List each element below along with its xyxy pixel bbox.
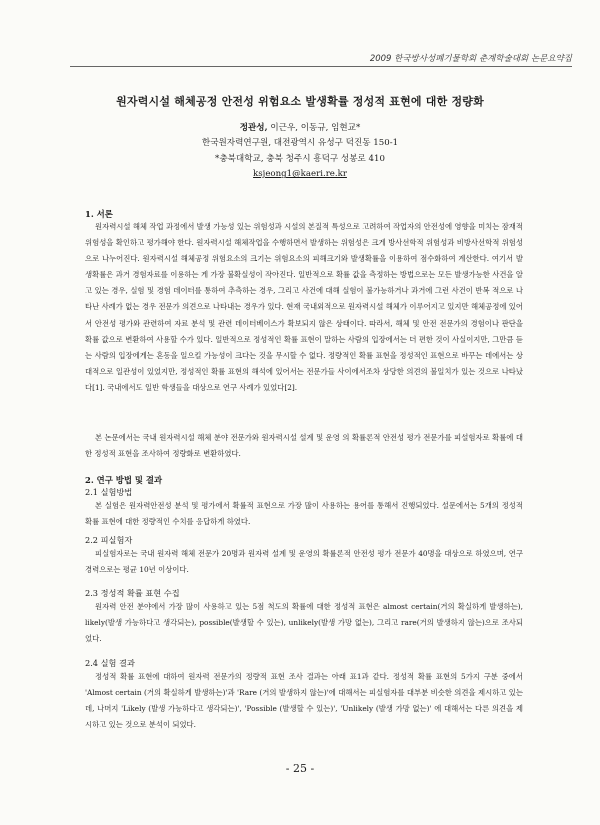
author-line xyxy=(60,121,540,136)
paragraph-2-3: 원자력 안전 분야에서 가장 많이 사용하고 있는 5점 척도의 확률에 대한 정성적 표현은 almost certain(거의 확실하게 발생하는), likely(발생 가능하다고 생각되는), possible(발생할 수 있는), unlikely(발생 가망 없는), 그리고 rare(거의 발생하지 않는)으로 조사되었다. xyxy=(85,602,523,644)
subsection-heading-2-1: 2.1 실험방법 xyxy=(85,487,133,497)
co-authors: 이근우, 이동규, 임현교* xyxy=(267,123,361,133)
intro-paragraph-2: 본 논문에서는 국내 원자력시설 해체 분야 전문가와 원자력시설 설계 및 운영 의 확률론적 안전성 평가 전문가를 피설험자로 확률에 대한 정성적 표현을 조사하여 정량화로 변환하였다. xyxy=(85,433,523,459)
intro-paragraph-1: 원자력시설 해체 작업 과정에서 발생 가능성 있는 위험성과 시설의 본질적 특성으로 고려하여 작업자의 안전성에 영향을 미치는 잠재적 위험성을 확인하고 평가해야 한다. 원자력시설 해체작업을 수행하면서 발생하는 위험성은 크게 방사선학적 위험성과 비방사선학적 위험성으로 나누어진다. 원자력시설 해체공정 위험요소의 크기는 위험요소의 피해크기와 발생확률을 이용하여 점수화하여 계산한다. 여기서 발생확률은 과거 경험자료를 이용하는 게 가장 불확실성이 작아진다. 일반적으로 확률 값을 측정하는 방법으로는 모든 발생가능한 사건을 알고 있는 경우, 실험 및 경험 데이터를 통하여 추측하는 경우, 그리고 사건에 대해 실험이 불가능하거나 과거에 그런 사건이 반복 적으로 나타난 사례가 없는 경우 전문가 의견으로 나타내는 경우가 있다. 현재 국내외적으로 원자력시설 해체가 이루어지고 있지만 해체공정에 있어서 안전성 평가와 관련하여 자료 분석 및 관련 데이터베이스가 확보되지 않은 상태이다. 따라서, 해체 및 안전 전문가의 경험이나 판단을 확률 값으로 변환하여 사용할 수가 있다. 일반적으로 정성적인 확률 표현이 말하는 사람의 입장에서는 더 편한 것이 사실이지만, 그만큼 듣는 사람의 입장에게는 혼동을 일으킬 가능성이 크다는 것을 무시할 수 없다. 정량적인 확률 표현을 정성적인 표현으로 바꾸는 데에서는 상대적으로 일관성이 있었지만, 정성적인 확률 표현의 해석에 있어서는 전문가들 사이에서조차 상당한 의견의 불일치가 있는 것으로 나타났다[1]. 국내에서도 일반 학생들을 대상으로 연구 사례가 있었다[2]. xyxy=(85,222,523,392)
paragraph-2-2: 피실험자로는 국내 원자력 해체 전문가 20명과 원자력 설계 및 운영의 확률론적 안전성 평가 전문가 40명을 대상으로 하였으며, 연구 경력으로는 평균 10년 이상이다. xyxy=(85,549,523,575)
subsection-heading-2-4: 2.4 실험 결과 xyxy=(85,658,135,668)
paper-title: 원자력시설 해체공정 안전성 위험요소 발생확률 정성적 표현에 대한 정량화 xyxy=(116,95,484,108)
lead-author: 정관성, xyxy=(239,123,268,133)
subsection-heading-2-3: 2.3 정성적 확률 표현 수집 xyxy=(85,588,180,598)
author-email[interactable]: ksjeong1@kaeri.re.kr xyxy=(253,169,347,180)
affiliation-1: 한국원자력연구원, 대전광역시 유성구 덕진동 150-1 xyxy=(201,138,399,149)
author-block xyxy=(60,121,540,183)
subsection-heading-2-2: 2.2 피실험자 xyxy=(85,535,133,545)
affiliation-2: *충북대학교, 충북 청주시 흥덕구 성봉로 410 xyxy=(215,153,385,164)
header-rule xyxy=(70,66,572,67)
section-heading-methods: 2. 연구 방법 및 결과 xyxy=(85,475,163,485)
page-number: - 25 - xyxy=(285,762,315,775)
paragraph-2-4: 정성적 확률 표현에 대하여 원자력 전문가의 정량적 표현 조사 결과는 아래 표1과 같다. 정성적 확률 표현의 5가지 구분 중에서 'Almost certain (거의 확실하게 발생하는)'과 'Rare (거의 발생하지 않는)'에 대해서는 피실험자를 대부분 비슷한 의견을 제시하고 있는데, 나머지 'Likely (발생 가능하다고 생각되는)', 'Possible (발생할 수 있는)', 'Unlikely (발생 가망 없는)' 에 대해서는 다른 의견을 제시하고 있는 것으로 분석이 되었다. xyxy=(85,672,523,730)
paragraph-2-1: 본 실험은 원자력안전성 분석 및 평가에서 확률적 표현으로 가장 많이 사용하는 용어를 통해서 진행되었다. 설문에서는 5개의 정성적 확률 표현에 대한 정량적인 수치를 응답하게 하였다. xyxy=(85,501,523,527)
section-heading-intro: 1. 서론 xyxy=(85,209,113,219)
running-head: 2009 한국방사성폐기물학회 춘계학술대회 논문요약집 xyxy=(369,54,572,64)
